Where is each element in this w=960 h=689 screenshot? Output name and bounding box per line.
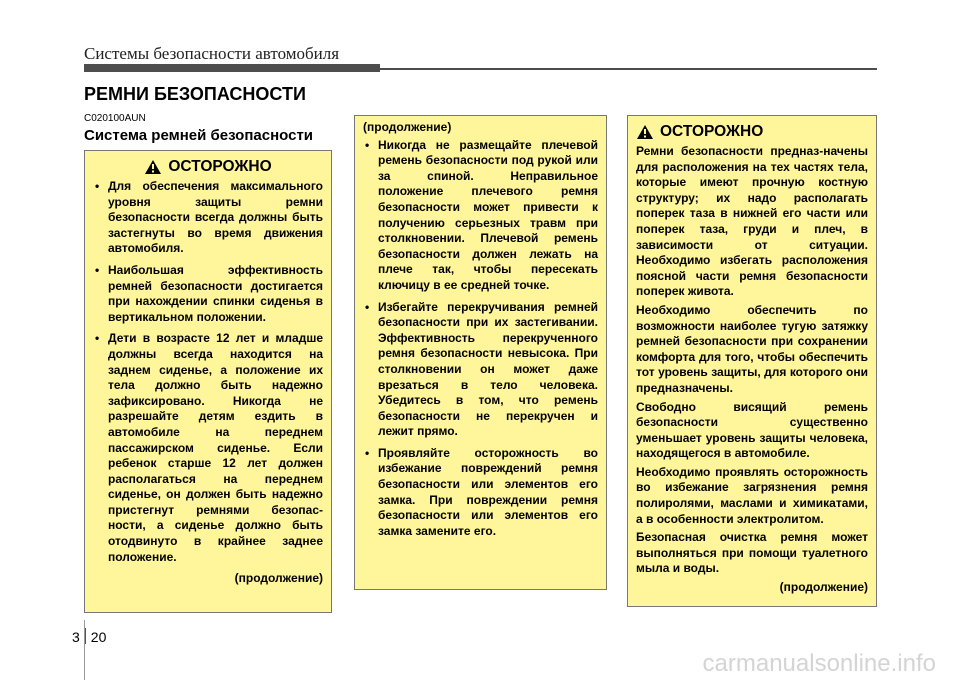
header-title: Системы безопасности автомобиля [84, 44, 340, 63]
document-code: C020100AUN [84, 113, 146, 124]
section-subheading: Система ремней безопасности [84, 127, 314, 144]
section-heading: РЕМНИ БЕЗОПАСНОСТИ [84, 84, 306, 104]
warning-triangle-icon [144, 159, 162, 175]
list-item: • Никогда не размещайте плечевой ремень безопасности под рукой или за спиной. Неправильное положение плечевого ремня безопасности может привести к получению серьезных травм при столкновении. Плечевой ремень безопасности должен лежать на плече так, чтобы пересекать ключицу в ее средней точке. [365, 137, 598, 292]
list-item: • Для обеспечения максимального уровня защиты ремни безопасности всегда должны быть застегнуты во время движения автомобиля. [95, 179, 323, 256]
list-item: • Дети в возрасте 12 лет и младше должны всегда находится на заднем сиденье, а положение их тела должно быть надежно зафиксировано. Никогда не разрешайте детям ездить в автомобиле на переднем пассажирском сиденье. Если ребенок старше 12 лет должен располагаться на переднем сиденье, он должен быть надежно пристегнут ремнями безопас-ности, а сиденье должно быть отодвинуто в крайнее заднее положение. [95, 331, 323, 564]
list-item: • Избегайте перекручивания ремней безопасности при их застегивании. Эффективность перекрученного ремня безопасности невысока. При столкновении он может даже врезаться в тело человека. Убедитесь в том, что ремень безопасности не перекручен и лежит прямо. [365, 299, 598, 439]
list-item: • Проявляйте осторожность во избежание повреждений ремня безопасности или элементов его замка. При повреждении ремня безопасности или элементов его замка замените его. [365, 445, 598, 538]
warning-title: ОСТОРОЖНО [660, 123, 764, 141]
paragraph: Необходимо проявлять осторожность во избежание загрязнения ремня полиролями, маслами и химикатами, а в особенности электролитом. [636, 464, 868, 526]
continued-note: (продолжение) [234, 571, 323, 586]
paragraph: Безопасная очистка ремня может выполняться при помощи туалетного мыла и воды. [636, 530, 868, 576]
paragraph: Необходимо обеспечить по возможности наиболее тугую затяжку ремней безопасности при сохранении комфорта для того, чтобы обеспечить тот уровень защиты, для которого они предназначены. [636, 302, 868, 395]
warning-list [363, 138, 598, 540]
warning-box-3 [627, 115, 877, 607]
continued-note: (продолжение) [779, 580, 868, 595]
page-number-value: 20 [90, 629, 107, 645]
continued-note-top: (продолжение) [363, 120, 452, 134]
warning-box-1 [84, 150, 332, 613]
warning-header [93, 159, 323, 175]
paragraph: Ремни безопасности предназ-начены для расположения на тех частях тела, которые имеют прочную костную структуру; их надо располагать поперек таза в нижней его части или поперек таза, груди и плеч, в зависимости от ситуации. Необходимо избегать расположения поясной части ремня безопасности поперек живота. [636, 144, 868, 299]
page-number [72, 628, 106, 645]
warning-list [93, 179, 323, 565]
header-rule [380, 68, 877, 70]
warning-header [636, 124, 868, 140]
chapter-number: 3 [72, 629, 80, 645]
header-bar [84, 64, 380, 72]
list-item: • Наибольшая эффективность ремней безопасности достигается при нахождении спинки сиденья в вертикальном положении. [95, 262, 323, 324]
watermark: carmanualsonline.info [702, 650, 936, 677]
warning-box-2 [354, 115, 607, 590]
paragraph: Свободно висящий ремень безопасности существенно уменьшает уровень защиты человека, находящегося в автомобиле. [636, 399, 868, 461]
warning-title: ОСТОРОЖНО [168, 158, 272, 176]
warning-triangle-icon [636, 124, 654, 140]
